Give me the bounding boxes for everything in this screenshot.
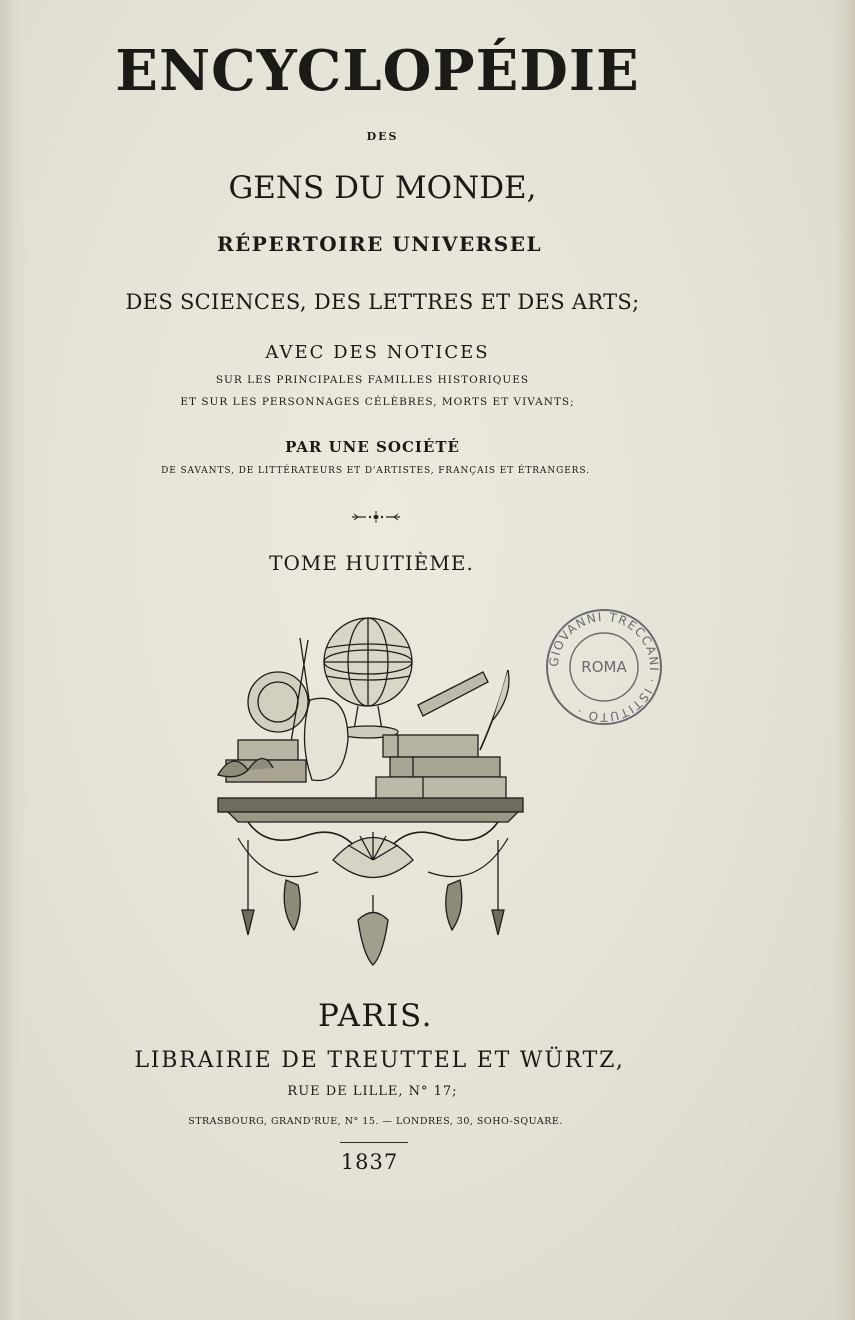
volume-label: TOME HUITIÈME. <box>269 551 474 575</box>
library-stamp-icon <box>543 606 665 728</box>
authorship-heading: PAR UNE SOCIÉTÉ <box>285 438 460 456</box>
imprint-publisher: LIBRAIRIE DE TREUTTEL ET WÜRTZ, <box>134 1048 625 1073</box>
imprint-city: PARIS. <box>318 998 433 1034</box>
stamp-ring-text: GIOVANNI TRECCANI · ISTITUTO · <box>546 609 662 725</box>
notices-line-2: ET SUR LES PERSONNAGES CÉLÈBRES, MORTS ET VIVANTS; <box>180 396 575 408</box>
imprint-address: RUE DE LILLE, N° 17; <box>287 1084 458 1099</box>
imprint-year: 1837 <box>340 1150 399 1174</box>
ornament-divider-icon <box>350 510 402 524</box>
subtitle-repertoire: RÉPERTOIRE UNIVERSEL <box>216 232 543 256</box>
engraved-vignette-icon <box>208 610 538 980</box>
book-title: ENCYCLOPÉDIE <box>115 38 640 104</box>
subtitle-sciences: DES SCIENCES, DES LETTRES ET DES ARTS; <box>125 290 640 314</box>
stamp-center-text: ROMA <box>581 658 627 676</box>
authorship-detail: DE SAVANTS, DE LITTÉRATEURS ET D'ARTISTES, FRANÇAIS ET ÉTRANGERS. <box>161 466 590 476</box>
title-subject: GENS DU MONDE, <box>228 170 537 206</box>
title-connector: DES <box>366 130 399 143</box>
page-edge <box>833 0 855 1320</box>
imprint-rule <box>340 1142 408 1143</box>
notices-line-1: SUR LES PRINCIPALES FAMILLES HISTORIQUES <box>215 374 530 386</box>
imprint-branches: STRASBOURG, GRAND'RUE, N° 15. — LONDRES, 30, SOHO-SQUARE. <box>188 1116 563 1127</box>
notices-heading: AVEC DES NOTICES <box>265 342 490 363</box>
